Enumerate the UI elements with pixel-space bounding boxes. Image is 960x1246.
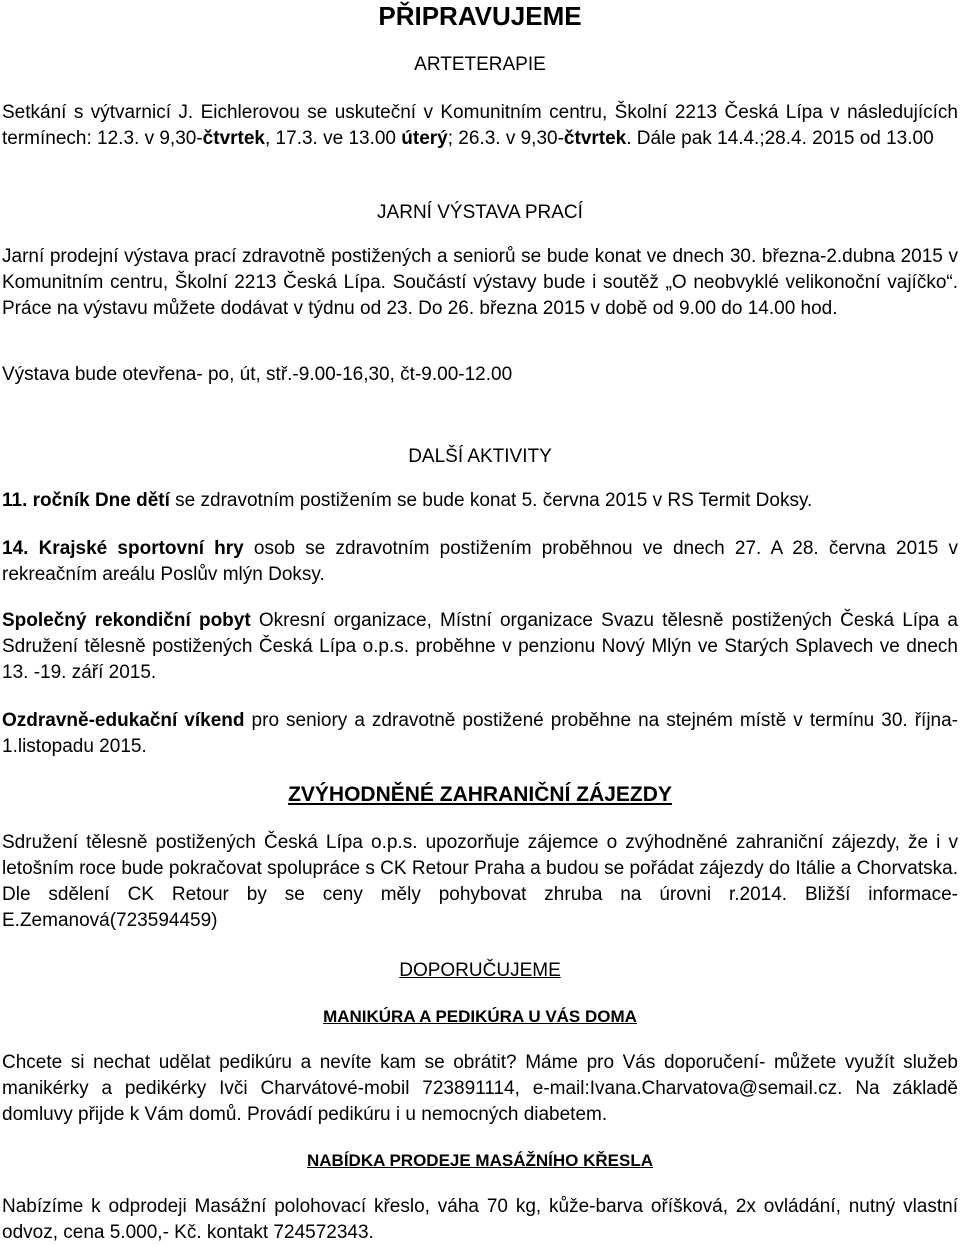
aktivity-heading: DALŠÍ AKTIVITY <box>408 446 552 467</box>
aktivity-item-vikend <box>2 708 958 760</box>
arteterapie-day-3: čtvrtek <box>563 128 627 149</box>
arteterapie-text-part: , 17.3. ve 13.00 <box>265 128 402 149</box>
arteterapie-text <box>2 100 958 152</box>
zajezdy-heading: ZVÝHODNĚNÉ ZAHRANIČNÍ ZÁJEZDY <box>288 783 672 806</box>
arteterapie-text-part: Setkání s výtvarnicí J. Eichlerovou se uskuteční v Komunitním centru, Školní 2213 Česká Lípa v následujících termínech: 12.3. v 9,30- <box>2 102 958 149</box>
aktivity-item-text: Okresní organizace, Místní organizace Svazu tělesně postižených Česká Lípa a Sdružení tělesně postižených Česká Lípa o.p.s. proběhne v penzionu Nový Mlýn ve Starých Splavech ve dnech 13. -19. září 2015. <box>2 610 958 683</box>
arteterapie-heading: ARTETERAPIE <box>414 54 546 75</box>
aktivity-item-title: 14. Krajské sportovní hry <box>2 538 244 559</box>
aktivity-item-title: 11. ročník Dne dětí <box>2 490 170 511</box>
vystava-text: Jarní prodejní výstava prací zdravotně postižených a seniorů se bude konat ve dnech 30. března-2.dubna 2015 v Komunitním centru, Školní 2213 Česká Lípa. Součástí výstavy bude i soutěž „O neobvyklé velikonoční vajíčko“. Práce na výstavu můžete dodávat v týdnu od 23. Do 26. března 2015 v době od 9.00 do 14.00 hod. <box>2 246 958 319</box>
arteterapie-text-part: ; 26.3. v 9,30- <box>447 128 564 149</box>
zajezdy-text: Sdružení tělesně postižených Česká Lípa o.p.s. upozorňuje zájemce o zvýhodněné zahraniční zájezdy, že i v letošním roce bude pokračovat spolupráce s CK Retour Praha a budou se pořádat zájezdy do Itálie a Chorvatska. Dle sdělení CK Retour by se ceny měly pohybovat zhruba na úrovni r.2014. Bližší informace-E.Zemanová(723594459) <box>2 832 958 931</box>
page-title: PŘIPRAVUJEME <box>378 1 582 31</box>
manikura-heading: MANIKÚRA A PEDIKÚRA U VÁS DOMA <box>323 1007 637 1026</box>
manikura-text: Chcete si nechat udělat pedikúru a nevíte kam se obrátit? Máme pro Vás doporučení- můžete využít služeb manikérky a pedikérky Ivči Charvátové-mobil 723891114, e-mail:Ivana.Charvatova@semail.cz. Na základě domluvy přijde k Vám domů. Provádí pedikúru i u nemocných diabetem. <box>2 1052 958 1125</box>
aktivity-item-title: Společný rekondiční pobyt <box>2 610 251 631</box>
aktivity-item-rekondicni-pobyt <box>2 608 958 686</box>
kreslo-text: Nabízíme k odprodeji Masážní polohovací křeslo, váha 70 kg, kůže-barva oříšková, 2x ovládání, nutný vlastní odvoz, cena 5.000,- Kč. kontakt 724572343. <box>2 1196 958 1243</box>
vystava-heading: JARNÍ VÝSTAVA PRACÍ <box>377 202 583 223</box>
aktivity-item-title: Ozdravně-edukační víkend <box>2 710 245 731</box>
doporucujeme-heading: DOPORUČUJEME <box>399 960 561 981</box>
kreslo-heading: NABÍDKA PRODEJE MASÁŽNÍHO KŘESLA <box>306 1151 653 1170</box>
aktivity-item-text: pro seniory a zdravotně postižené proběhne na stejném místě v termínu 30. října-1.listopadu 2015. <box>2 710 959 757</box>
aktivity-item-sportovni-hry <box>2 536 958 588</box>
arteterapie-day-2: úterý <box>401 128 448 149</box>
vystava-hours: Výstava bude otevřena- po, út, stř.-9.00-16,30, čt-9.00-12.00 <box>2 364 513 385</box>
aktivity-item-den-deti <box>2 488 958 514</box>
arteterapie-day-1: čtvrtek <box>202 128 265 149</box>
arteterapie-text-part: . Dále pak 14.4.;28.4. 2015 od 13.00 <box>626 128 934 149</box>
aktivity-item-text: osob se zdravotním postižením proběhnou ve dnech 27. A 28. června 2015 v rekreačním areálu Poslův mlýn Doksy. <box>2 538 958 585</box>
aktivity-item-text: se zdravotním postižením se bude konat 5. června 2015 v RS Termit Doksy. <box>169 490 813 511</box>
